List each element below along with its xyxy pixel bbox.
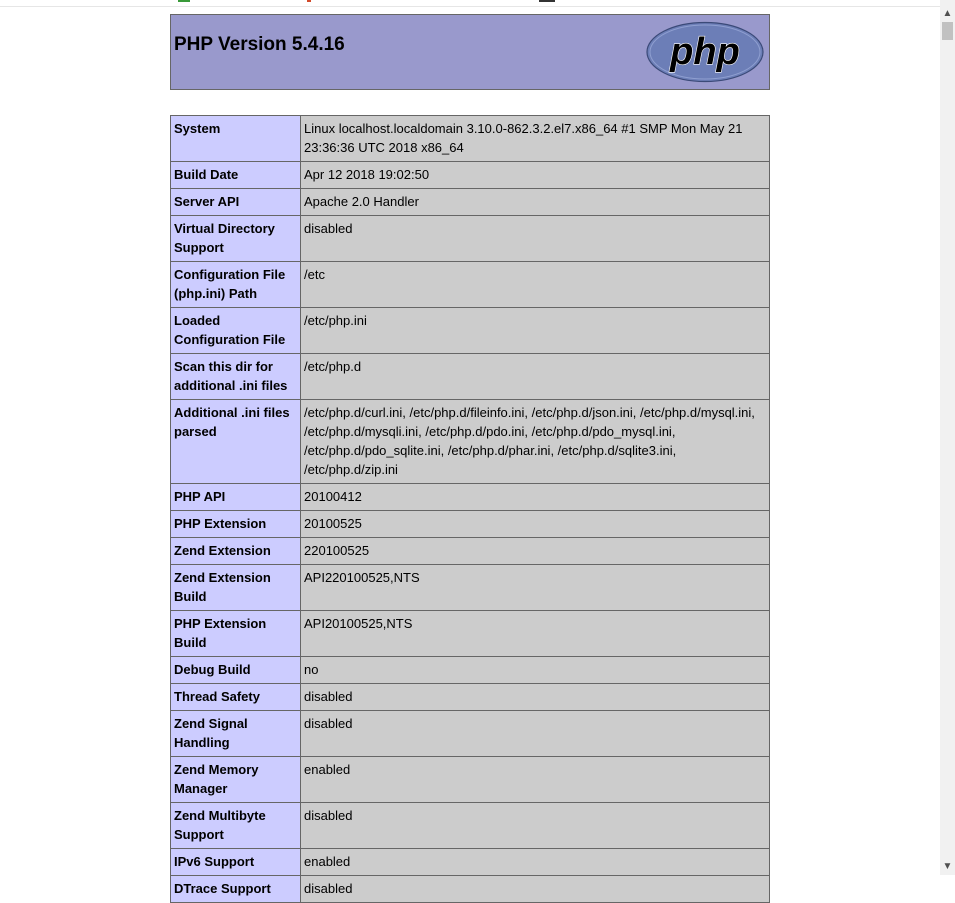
table-row (171, 657, 770, 684)
row-value: enabled (301, 757, 770, 803)
row-value: disabled (301, 684, 770, 711)
row-value: no (301, 657, 770, 684)
row-value: API220100525,NTS (301, 565, 770, 611)
table-row (171, 116, 770, 162)
table-row (171, 611, 770, 657)
table-row (171, 876, 770, 903)
row-key: Zend Signal Handling (171, 711, 301, 757)
table-row (171, 803, 770, 849)
row-key: Additional .ini files parsed (171, 400, 301, 484)
table-row (171, 849, 770, 876)
row-key: Loaded Configuration File (171, 308, 301, 354)
table-row (171, 757, 770, 803)
row-key: Debug Build (171, 657, 301, 684)
table-row (171, 511, 770, 538)
table-row (171, 538, 770, 565)
browser-top-strip (0, 0, 940, 7)
row-key: System (171, 116, 301, 162)
row-key: PHP Extension Build (171, 611, 301, 657)
row-key: Zend Memory Manager (171, 757, 301, 803)
tab-fragment-icon (539, 0, 555, 2)
row-value: disabled (301, 803, 770, 849)
row-value: disabled (301, 876, 770, 903)
row-key: Server API (171, 189, 301, 216)
row-value: Apache 2.0 Handler (301, 189, 770, 216)
row-key: DTrace Support (171, 876, 301, 903)
table-row (171, 162, 770, 189)
row-value: /etc/php.d (301, 354, 770, 400)
table-row (171, 684, 770, 711)
php-logo-icon[interactable] (645, 21, 765, 83)
row-key: Thread Safety (171, 684, 301, 711)
phpinfo-header (170, 14, 770, 90)
php-logo-text: php (670, 31, 740, 73)
row-value: 20100412 (301, 484, 770, 511)
table-row (171, 484, 770, 511)
row-value: /etc/php.ini (301, 308, 770, 354)
tab-fragment-icon (307, 0, 311, 2)
php-info-table (170, 115, 770, 903)
row-key: PHP Extension (171, 511, 301, 538)
row-value: Apr 12 2018 19:02:50 (301, 162, 770, 189)
row-value: /etc/php.d/curl.ini, /etc/php.d/fileinfo.ini, /etc/php.d/json.ini, /etc/php.d/mysql.ini, /etc/php.d/mysqli.ini, /etc/php.d/pdo.ini, /etc/php.d/pdo_mysql.ini, /etc/php.d/pdo_sqlite.ini, /etc/php.d/phar.ini, /etc/php.d/sqlite3.ini, /etc/php.d/zip.ini (301, 400, 770, 484)
table-row (171, 216, 770, 262)
table-row (171, 189, 770, 216)
vertical-scrollbar[interactable] (940, 0, 955, 875)
scroll-up-icon[interactable]: ▲ (942, 8, 953, 19)
table-row (171, 711, 770, 757)
row-key: Configuration File (php.ini) Path (171, 262, 301, 308)
row-key: Zend Extension (171, 538, 301, 565)
table-row (171, 565, 770, 611)
row-value: disabled (301, 216, 770, 262)
row-key: Virtual Directory Support (171, 216, 301, 262)
row-key: Zend Extension Build (171, 565, 301, 611)
row-value: Linux localhost.localdomain 3.10.0-862.3.2.el7.x86_64 #1 SMP Mon May 21 23:36:36 UTC 2018 x86_64 (301, 116, 770, 162)
tab-fragment-icon (178, 0, 190, 2)
table-row (171, 308, 770, 354)
scroll-down-icon[interactable]: ▼ (942, 861, 953, 872)
row-key: IPv6 Support (171, 849, 301, 876)
row-value: disabled (301, 711, 770, 757)
row-value: /etc (301, 262, 770, 308)
row-value: API20100525,NTS (301, 611, 770, 657)
row-value: 20100525 (301, 511, 770, 538)
row-key: Scan this dir for additional .ini files (171, 354, 301, 400)
row-key: Build Date (171, 162, 301, 189)
phpinfo-page (170, 14, 770, 903)
scroll-thumb[interactable] (942, 22, 953, 40)
row-value: 220100525 (301, 538, 770, 565)
table-row (171, 354, 770, 400)
table-row (171, 262, 770, 308)
row-value: enabled (301, 849, 770, 876)
page-title: PHP Version 5.4.16 (174, 34, 345, 55)
row-key: Zend Multibyte Support (171, 803, 301, 849)
table-row (171, 400, 770, 484)
row-key: PHP API (171, 484, 301, 511)
